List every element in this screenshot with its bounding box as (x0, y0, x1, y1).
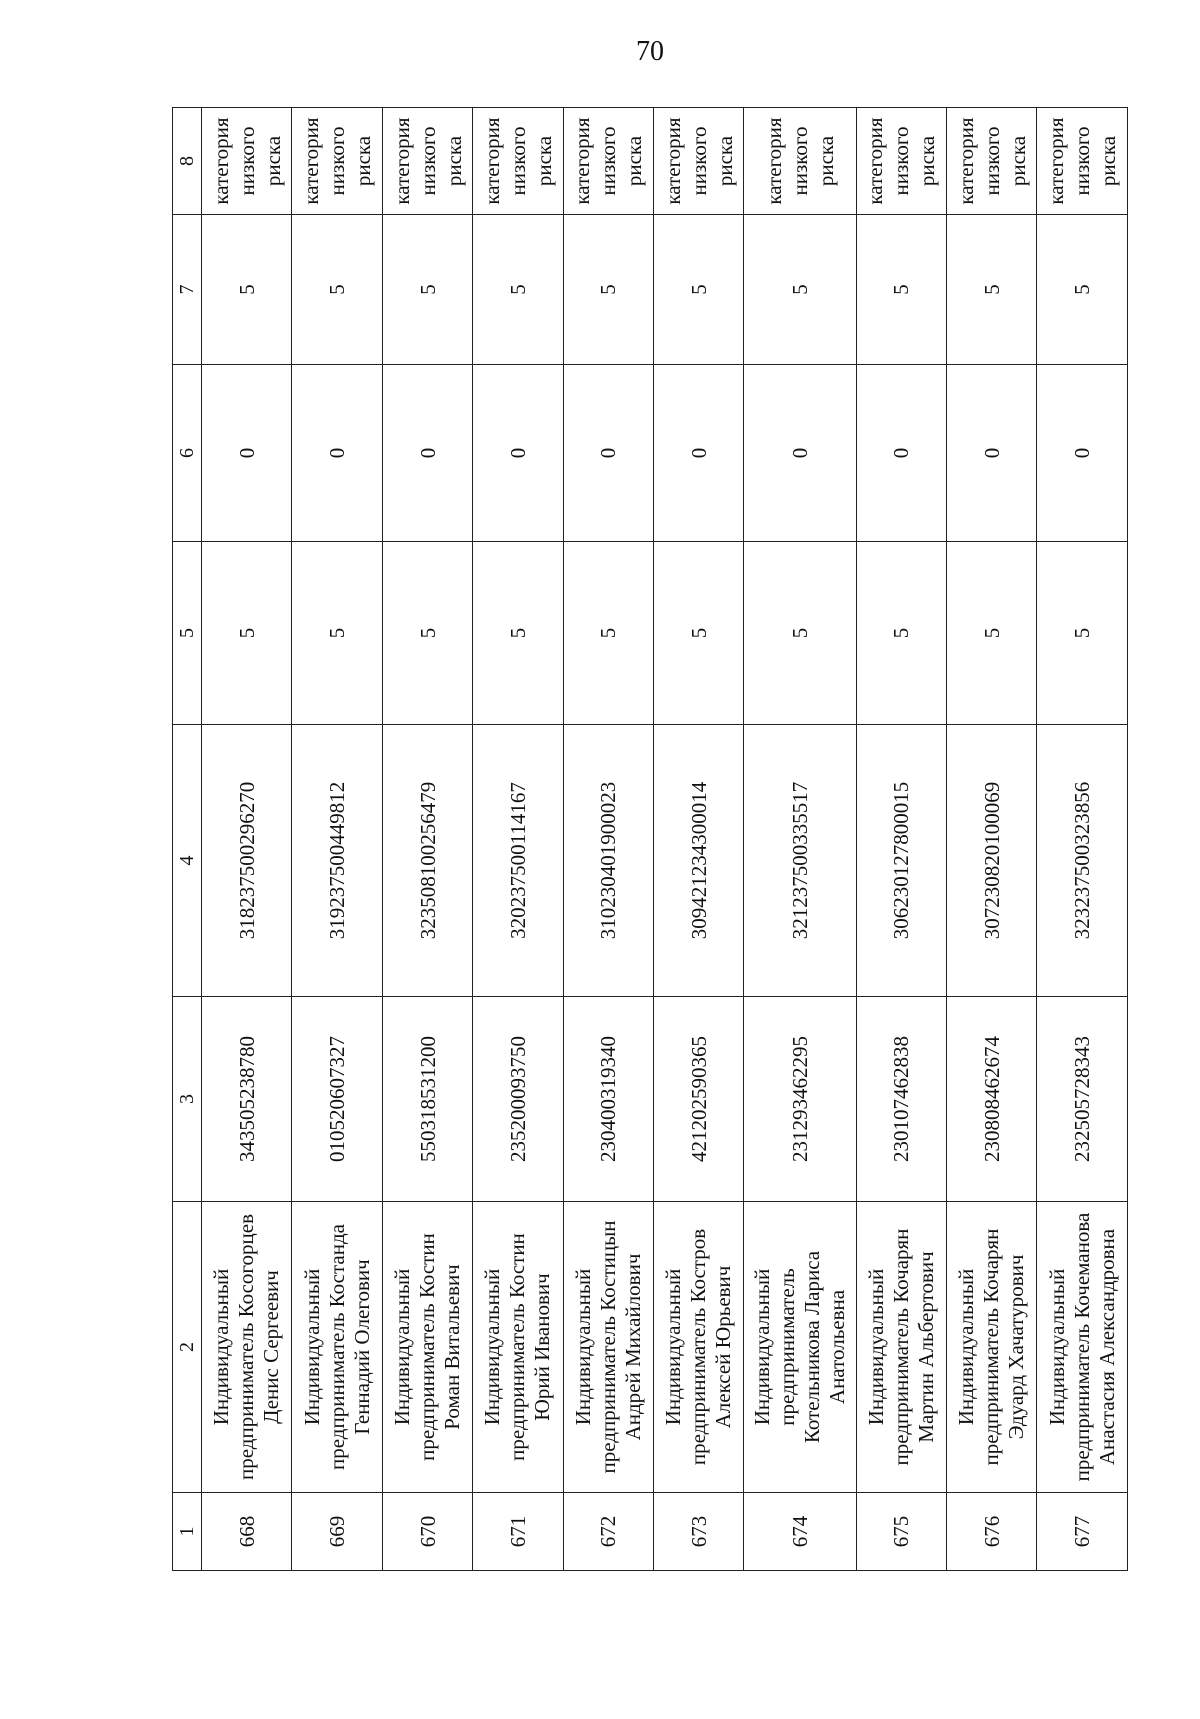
ogrn-cell: 323237500323856 (1037, 725, 1128, 997)
risk-category-cell: категория низкого риска (1037, 108, 1128, 215)
table-row (744, 108, 856, 1571)
header-row (173, 108, 202, 1571)
inn-cell: 232505728343 (1037, 997, 1128, 1202)
col6-cell: 0 (744, 365, 856, 542)
inn-cell: 421202590365 (654, 997, 744, 1202)
table-row (856, 108, 946, 1571)
risk-category-cell: категория низкого риска (202, 108, 292, 215)
ogrn-cell: 320237500114167 (473, 725, 563, 997)
header-col-1: 1 (173, 1493, 202, 1571)
table-row (382, 108, 472, 1571)
ogrn-cell: 323508100256479 (382, 725, 472, 997)
inn-cell: 235200093750 (473, 997, 563, 1202)
col7-cell: 5 (744, 215, 856, 365)
inn-cell: 010520607327 (292, 997, 382, 1202)
col7-cell: 5 (292, 215, 382, 365)
table-row (292, 108, 382, 1571)
inn-cell: 230400319340 (563, 997, 653, 1202)
ogrn-cell: 309421234300014 (654, 725, 744, 997)
row-number: 674 (744, 1493, 856, 1571)
col5-cell: 5 (292, 542, 382, 725)
entrepreneur-name: Индивидуальный предприниматель Кочарян Эдуард Хачатурович (947, 1202, 1037, 1493)
table-row (563, 108, 653, 1571)
col6-cell: 0 (1037, 365, 1128, 542)
col5-cell: 5 (654, 542, 744, 725)
col5-cell: 5 (563, 542, 653, 725)
entrepreneur-name: Индивидуальный предприниматель Котельникова Лариса Анатольевна (744, 1202, 856, 1493)
col7-cell: 5 (382, 215, 472, 365)
col5-cell: 5 (744, 542, 856, 725)
entrepreneur-name: Индивидуальный предприниматель Косогорцев Денис Сергеевич (202, 1202, 292, 1493)
col6-cell: 0 (563, 365, 653, 542)
header-col-2: 2 (173, 1202, 202, 1493)
inn-cell: 230107462838 (856, 997, 946, 1202)
header-col-6: 6 (173, 365, 202, 542)
inn-cell: 231293462295 (744, 997, 856, 1202)
col7-cell: 5 (563, 215, 653, 365)
row-number: 671 (473, 1493, 563, 1571)
col5-cell: 5 (947, 542, 1037, 725)
entrepreneur-name: Индивидуальный предприниматель Костин Юрий Иванович (473, 1202, 563, 1493)
risk-category-cell: категория низкого риска (563, 108, 653, 215)
row-number: 669 (292, 1493, 382, 1571)
entrepreneur-name: Индивидуальный предприниматель Кочеманова Анастасия Александровна (1037, 1202, 1128, 1493)
entrepreneur-name: Индивидуальный предприниматель Костров Алексей Юрьевич (654, 1202, 744, 1493)
col5-cell: 5 (202, 542, 292, 725)
col7-cell: 5 (473, 215, 563, 365)
risk-category-cell: категория низкого риска (654, 108, 744, 215)
col6-cell: 0 (654, 365, 744, 542)
row-number: 675 (856, 1493, 946, 1571)
header-col-8: 8 (173, 108, 202, 215)
col5-cell: 5 (1037, 542, 1128, 725)
header-col-5: 5 (173, 542, 202, 725)
table-row (654, 108, 744, 1571)
ogrn-cell: 319237500449812 (292, 725, 382, 997)
table-row (947, 108, 1037, 1571)
col7-cell: 5 (856, 215, 946, 365)
row-number: 668 (202, 1493, 292, 1571)
col6-cell: 0 (947, 365, 1037, 542)
table-row (473, 108, 563, 1571)
rotated-table-wrapper (172, 108, 1128, 1571)
col6-cell: 0 (473, 365, 563, 542)
header-col-3: 3 (173, 997, 202, 1202)
entrepreneur-name: Индивидуальный предприниматель Кочарян Мартин Альбертович (856, 1202, 946, 1493)
risk-category-cell: категория низкого риска (744, 108, 856, 215)
col7-cell: 5 (202, 215, 292, 365)
col6-cell: 0 (292, 365, 382, 542)
inn-cell: 550318531200 (382, 997, 472, 1202)
entrepreneur-name: Индивидуальный предприниматель Костанда Геннадий Олегович (292, 1202, 382, 1493)
header-col-4: 4 (173, 725, 202, 997)
entrepreneur-name: Индивидуальный предприниматель Костин Роман Витальевич (382, 1202, 472, 1493)
row-number: 672 (563, 1493, 653, 1571)
col7-cell: 5 (654, 215, 744, 365)
risk-category-cell: категория низкого риска (473, 108, 563, 215)
row-number: 670 (382, 1493, 472, 1571)
col6-cell: 0 (382, 365, 472, 542)
risk-category-cell: категория низкого риска (382, 108, 472, 215)
col7-cell: 5 (947, 215, 1037, 365)
inn-cell: 230808462674 (947, 997, 1037, 1202)
risk-category-cell: категория низкого риска (292, 108, 382, 215)
page-number: 70 (636, 36, 664, 67)
registry-table (172, 107, 1128, 1571)
col6-cell: 0 (202, 365, 292, 542)
col7-cell: 5 (1037, 215, 1128, 365)
col5-cell: 5 (856, 542, 946, 725)
ogrn-cell: 306230127800015 (856, 725, 946, 997)
table-row (1037, 108, 1128, 1571)
ogrn-cell: 307230820100069 (947, 725, 1037, 997)
ogrn-cell: 310230401900023 (563, 725, 653, 997)
col5-cell: 5 (382, 542, 472, 725)
row-number: 673 (654, 1493, 744, 1571)
entrepreneur-name: Индивидуальный предприниматель Костицын Андрей Михайлович (563, 1202, 653, 1493)
risk-category-cell: категория низкого риска (947, 108, 1037, 215)
col6-cell: 0 (856, 365, 946, 542)
table-row (202, 108, 292, 1571)
inn-cell: 343505238780 (202, 997, 292, 1202)
ogrn-cell: 318237500296270 (202, 725, 292, 997)
risk-category-cell: категория низкого риска (856, 108, 946, 215)
ogrn-cell: 321237500335517 (744, 725, 856, 997)
row-number: 676 (947, 1493, 1037, 1571)
header-col-7: 7 (173, 215, 202, 365)
row-number: 677 (1037, 1493, 1128, 1571)
col5-cell: 5 (473, 542, 563, 725)
